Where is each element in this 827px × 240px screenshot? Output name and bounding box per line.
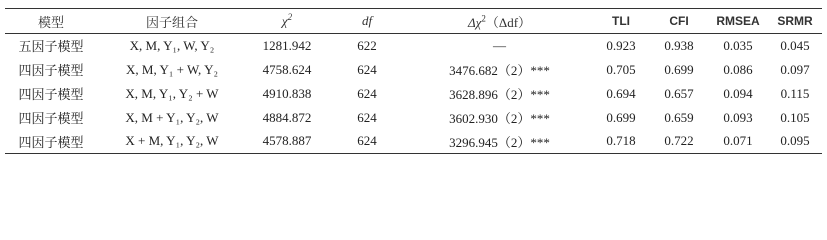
cell-df: 624 bbox=[357, 85, 377, 101]
cell-cfi: 0.657 bbox=[664, 85, 694, 101]
cell-delta-chi-square: 3296.945（2）*** bbox=[449, 134, 550, 150]
cell-tli: 0.705 bbox=[606, 61, 636, 77]
header-factor-combo: 因子组合 bbox=[145, 14, 198, 30]
header-cfi: CFI bbox=[669, 14, 689, 28]
header-model: 模型 bbox=[37, 14, 64, 30]
header-tli: TLI bbox=[612, 14, 630, 28]
header-chi-square: $\chi^2$ bbox=[281, 12, 293, 29]
model-fit-table bbox=[5, 8, 822, 154]
cell-factor-combo: X, M, Y₁ + W, Y₂ bbox=[126, 61, 218, 77]
cell-chi-square: 4578.887 bbox=[262, 133, 312, 149]
cell-model: 五因子模型 bbox=[18, 39, 84, 55]
cell-df: 624 bbox=[357, 109, 377, 125]
cell-model: 四因子模型 bbox=[18, 87, 84, 102]
header-df: df bbox=[361, 13, 373, 28]
cell-rmsea: 0.035 bbox=[723, 37, 753, 53]
cell-chi-square: 4884.872 bbox=[262, 109, 312, 125]
cell-rmsea: 0.071 bbox=[723, 133, 753, 149]
cell-model: 四因子模型 bbox=[18, 134, 84, 150]
cell-cfi: 0.938 bbox=[664, 37, 694, 53]
cell-chi-square: 1281.942 bbox=[262, 37, 312, 53]
cell-delta-chi-square: 3628.896（2）*** bbox=[449, 87, 550, 102]
cell-model: 四因子模型 bbox=[18, 63, 84, 78]
cell-df: 622 bbox=[357, 37, 377, 53]
cell-tli: 0.694 bbox=[606, 85, 636, 101]
cell-rmsea: 0.086 bbox=[723, 61, 753, 77]
cell-delta-chi-square: — bbox=[493, 37, 506, 53]
cell-srmr: 0.097 bbox=[780, 61, 810, 77]
table-row bbox=[5, 130, 822, 154]
cell-factor-combo: X + M, Y₁, Y₂, W bbox=[125, 133, 219, 149]
cell-factor-combo: X, M, Y₁, Y₂ + W bbox=[125, 85, 219, 101]
cell-chi-square: 4910.838 bbox=[262, 85, 312, 101]
header-srmr: SRMR bbox=[777, 14, 813, 28]
cell-chi-square: 4758.624 bbox=[262, 61, 312, 77]
table-row bbox=[5, 82, 822, 106]
cell-cfi: 0.699 bbox=[664, 61, 694, 77]
cell-delta-chi-square: 3602.930（2）*** bbox=[449, 111, 550, 126]
cell-df: 624 bbox=[357, 133, 377, 149]
header-row bbox=[5, 9, 822, 34]
cell-factor-combo: X, M, Y₁, W, Y₂ bbox=[129, 37, 215, 53]
cell-cfi: 0.659 bbox=[664, 109, 694, 125]
cell-tli: 0.718 bbox=[606, 133, 636, 149]
cell-tli: 0.699 bbox=[606, 109, 636, 125]
header-rmsea: RMSEA bbox=[716, 14, 760, 28]
cell-rmsea: 0.093 bbox=[723, 109, 753, 125]
cell-model: 四因子模型 bbox=[18, 111, 84, 126]
cell-tli: 0.923 bbox=[606, 37, 636, 53]
cell-delta-chi-square: 3476.682（2）*** bbox=[449, 63, 550, 78]
cell-df: 624 bbox=[357, 61, 377, 77]
table-row bbox=[5, 58, 822, 82]
cell-factor-combo: X, M + Y₁, Y₂, W bbox=[125, 109, 219, 125]
cell-srmr: 0.105 bbox=[780, 109, 810, 125]
cell-srmr: 0.095 bbox=[780, 133, 810, 149]
cell-srmr: 0.115 bbox=[780, 85, 810, 101]
table-row bbox=[5, 106, 822, 130]
cell-rmsea: 0.094 bbox=[723, 85, 753, 101]
header-delta-chi-square: $\Delta\chi^2(\Delta df)$ bbox=[467, 13, 532, 30]
table-row bbox=[5, 34, 822, 58]
cell-srmr: 0.045 bbox=[780, 37, 810, 53]
cell-cfi: 0.722 bbox=[664, 133, 694, 149]
